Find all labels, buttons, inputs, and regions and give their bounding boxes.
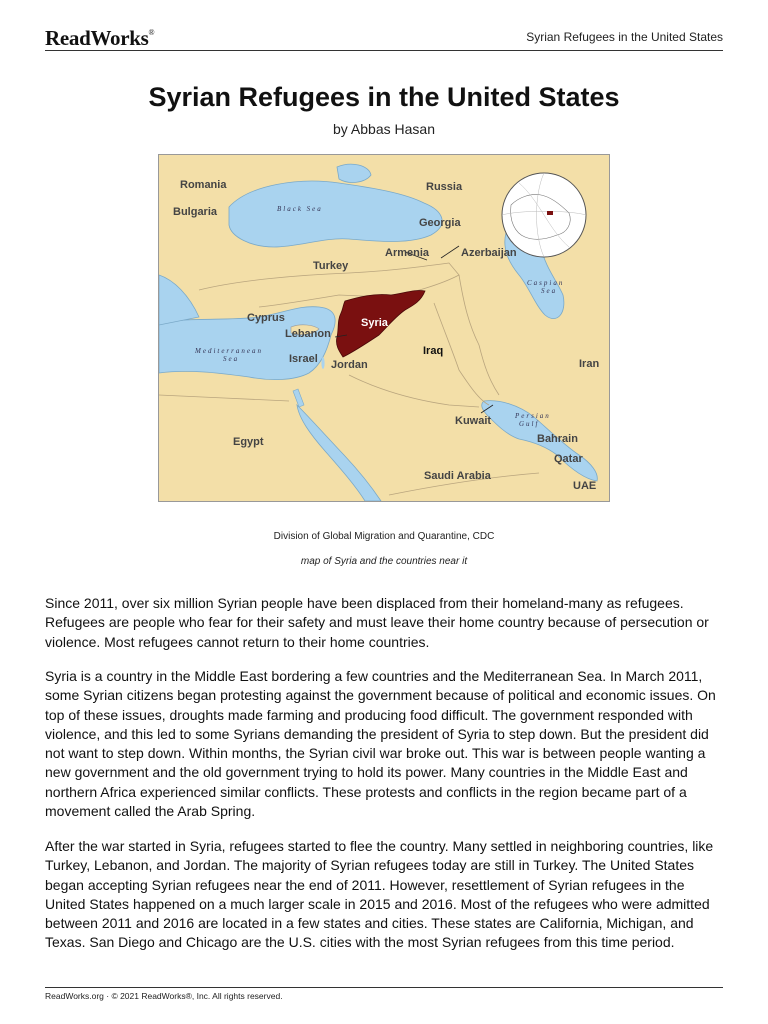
label-russia: Russia: [426, 181, 463, 193]
label-med-2: Sea: [223, 355, 240, 363]
iran-border: [459, 275, 499, 395]
label-israel: Israel: [289, 353, 318, 365]
label-gulf-1: Persian: [515, 412, 551, 420]
map-credit: Division of Global Migration and Quarantine, CDC: [273, 531, 495, 542]
label-qatar: Qatar: [554, 453, 583, 465]
label-caspian-1: Caspian: [527, 279, 565, 287]
label-kuwait: Kuwait: [455, 415, 492, 427]
label-lebanon: Lebanon: [285, 328, 331, 340]
label-armenia: Armenia: [385, 247, 430, 259]
paragraph-1: Since 2011, over six million Syrian people have been displaced from their homeland-many as refugees. Refugees are people who fear for their safety and must leave their home country because of persecution or violence. Most refugees cannot return to their home countries.: [45, 595, 709, 650]
page-header: [45, 26, 723, 51]
iraq-saudi-border: [349, 375, 479, 407]
label-romania: Romania: [180, 179, 227, 191]
label-iraq: Iraq: [423, 345, 444, 357]
label-syria: Syria: [361, 317, 388, 329]
paragraph-2: Syria is a country in the Middle East bordering a few countries and the Mediterranean Sea. In March 2011, some Syrian citizens began protesting against the government because of political and economic issues. On top of these issues, droughts made farming and producing food difficult. The government responded with violence, and this led to some Syrians demanding the president of Syria to step down. But the president did not want to step down. Within months, the Syrian civil war broke out. This war is between people wanting a new government and the old government trying to hold its power. Many countries in the Middle East and northern Africa experienced similar conflicts. These protests and conflicts in the region became part of a movement called the Arab Spring.: [45, 668, 716, 820]
label-jordan: Jordan: [331, 359, 368, 371]
logo-registered-mark: ®: [148, 28, 155, 37]
label-uae: UAE: [573, 480, 597, 492]
page-footer: ReadWorks.org · © 2021 ReadWorks®, Inc. All rights reserved.: [45, 987, 723, 1001]
suez-gulf-water: [293, 389, 304, 407]
header-doc-title: Syrian Refugees in the United States: [526, 30, 723, 44]
label-egypt: Egypt: [233, 436, 264, 448]
red-sea-water: [297, 405, 381, 501]
paragraph-3: After the war started in Syria, refugees started to flee the country. Many settled in neighboring countries, like Turkey, Lebanon, and Jordan. The majority of Syrian refugees today are still in Turkey. The United States began accepting Syrian refugees near the end of 2011. However, resettlement of Syrian refugees in the United States happened on a much larger scale in 2015 and 2016. Most of the refugees who were admitted between 2011 and 2016 are located in a few states and cities. These states are California, Michigan, and Texas. San Diego and Chicago are the U.S. cities with the most Syrian refugees from this time period.: [45, 838, 714, 951]
dead-sea-water: [321, 357, 324, 369]
azerbaijan-leader: [441, 246, 459, 258]
logo-text: ReadWorks: [45, 26, 149, 50]
article-byline: by Abbas Hasan: [333, 121, 435, 137]
globe-syria-marker: [547, 211, 553, 215]
label-med-1: Mediterranean: [195, 347, 263, 355]
label-azerbaijan: Azerbaijan: [461, 247, 517, 259]
egypt-border: [159, 395, 289, 401]
aegean-water: [159, 275, 199, 325]
label-georgia: Georgia: [419, 217, 461, 229]
label-bahrain: Bahrain: [537, 433, 578, 445]
label-gulf-2: Gulf: [519, 420, 540, 428]
label-iran: Iran: [579, 358, 600, 370]
readworks-logo: [45, 26, 154, 51]
article-title: Syrian Refugees in the United States: [148, 82, 620, 112]
black-sea-water: [229, 181, 442, 247]
label-saudi-arabia: Saudi Arabia: [424, 470, 491, 482]
map-caption: map of Syria and the countries near it: [300, 556, 468, 567]
label-caspian-2: Sea: [541, 287, 558, 295]
map-figure: [158, 154, 610, 502]
label-cyprus: Cyprus: [247, 312, 285, 324]
label-turkey: Turkey: [313, 260, 349, 272]
azov-water: [337, 164, 371, 182]
label-black-sea: Black Sea: [277, 205, 323, 213]
label-bulgaria: Bulgaria: [173, 206, 218, 218]
